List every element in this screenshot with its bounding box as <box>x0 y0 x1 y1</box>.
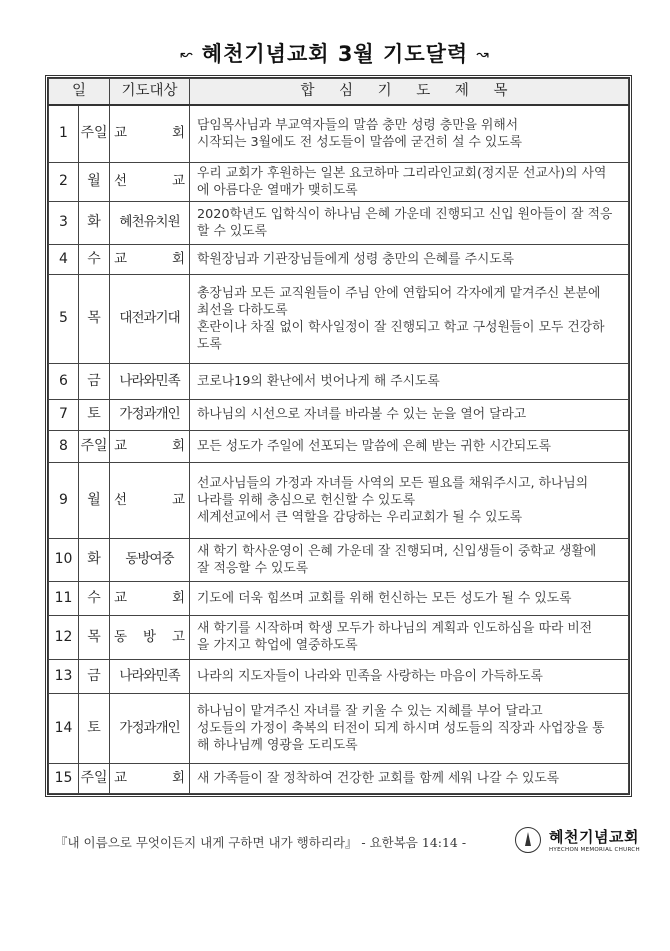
prayer-line: 을 가지고 학업에 열중하도록 <box>197 638 358 653</box>
table-row <box>49 105 629 162</box>
prayer-line: 모든 성도가 주일에 선포되는 말씀에 은혜 받는 귀한 시간되도록 <box>197 438 551 454</box>
day-number: 1 <box>49 105 79 162</box>
prayer-subject <box>190 430 629 462</box>
prayer-target-char: 교 <box>114 437 128 454</box>
prayer-line: 혼란이나 차질 없이 학사일정이 잘 진행되고 학교 구성원들이 모두 건강하 <box>197 319 605 335</box>
prayer-target-char: 교 <box>171 491 186 508</box>
prayer-line: 담임목사님과 부교역자들의 말씀 충만 성령 충만을 위해서 <box>197 117 519 133</box>
day-of-week: 토 <box>79 399 110 430</box>
table-row <box>49 693 629 763</box>
prayer-target-char: 교 <box>114 125 128 142</box>
prayer-line: 코로나19의 환난에서 벗어나게 해 주시도록 <box>197 373 440 389</box>
prayer-line: 해 하나님께 영광을 도리도록 <box>197 737 358 753</box>
prayer-target: 혜천유치원 <box>110 201 190 244</box>
table-row <box>49 615 629 659</box>
prayer-line: 선교사님들의 가정과 자녀들 사역의 모든 필요를 채워주시고, 하나님의 <box>197 475 589 491</box>
day-number: 11 <box>49 581 79 615</box>
prayer-target <box>110 763 190 793</box>
day-number: 5 <box>49 274 79 363</box>
day-of-week: 목 <box>79 615 110 659</box>
prayer-target <box>110 105 190 162</box>
prayer-subject <box>190 581 629 615</box>
day-number: 4 <box>49 244 79 274</box>
day-number: 14 <box>49 693 79 763</box>
prayer-target-char: 고 <box>171 628 185 645</box>
prayer-line: 새 가족들이 잘 정착하여 건강한 교회를 함께 세워 나갈 수 있도록 <box>197 770 560 786</box>
prayer-line: 기도에 더욱 힘쓰며 교회를 위해 헌신하는 모든 성도가 될 수 있도록 <box>197 590 572 606</box>
ornament-right-icon: ↝ <box>476 45 490 63</box>
prayer-subject <box>190 538 629 581</box>
prayer-subject <box>190 363 629 399</box>
prayer-subject <box>190 274 629 363</box>
prayer-target-char: 선 <box>114 173 128 189</box>
table-row <box>49 462 629 538</box>
prayer-target-char: 회 <box>171 769 186 786</box>
prayer-target-char: 교 <box>114 250 128 267</box>
table-row <box>49 430 629 462</box>
day-of-week: 수 <box>79 581 110 615</box>
prayer-target: 나라와민족 <box>110 659 190 693</box>
prayer-target: 대전과기대 <box>110 274 190 363</box>
day-number: 2 <box>49 162 79 201</box>
bible-verse: 『내 이름으로 무엇이든지 내게 구하면 내가 행하리라』 - 요한복음 14:14 - <box>55 835 467 850</box>
table-row <box>49 538 629 581</box>
day-of-week: 금 <box>79 363 110 399</box>
day-of-week: 토 <box>79 693 110 763</box>
day-of-week: 주일 <box>79 763 110 793</box>
prayer-subject <box>190 693 629 763</box>
prayer-subject <box>190 201 629 244</box>
day-of-week: 화 <box>79 201 110 244</box>
prayer-target-char: 회 <box>171 437 186 454</box>
day-number: 7 <box>49 399 79 430</box>
prayer-subject <box>190 399 629 430</box>
table-row <box>49 659 629 693</box>
day-of-week: 월 <box>79 162 110 201</box>
prayer-target-char: 방 <box>142 628 157 645</box>
prayer-target <box>110 462 190 538</box>
page-title <box>0 38 670 68</box>
table-row <box>49 763 629 793</box>
church-logo <box>515 826 640 853</box>
prayer-target: 나라와민족 <box>110 363 190 399</box>
prayer-target: 가정과개인 <box>110 399 190 430</box>
prayer-line: 시작되는 3월에도 전 성도들이 말씀에 굳건히 설 수 있도록 <box>197 134 523 150</box>
prayer-line: 새 학기 학사운영이 은혜 가운데 잘 진행되며, 신입생들이 중학교 생활에 <box>197 543 597 559</box>
day-number: 3 <box>49 201 79 244</box>
prayer-target <box>110 581 190 615</box>
prayer-subject <box>190 462 629 538</box>
day-of-week: 주일 <box>79 105 110 162</box>
prayer-line: 하나님의 시선으로 자녀를 바라볼 수 있는 눈을 열어 달라고 <box>197 407 527 422</box>
day-number: 8 <box>49 430 79 462</box>
prayer-line: 새 학기를 시작하며 학생 모두가 하나님의 계획과 인도하심을 따라 비전 <box>197 621 593 636</box>
prayer-target <box>110 244 190 274</box>
prayer-target-char: 선 <box>114 491 128 508</box>
header-target: 기도대상 <box>110 79 190 106</box>
day-of-week: 주일 <box>79 430 110 462</box>
table-row <box>49 363 629 399</box>
logo-name-english: HYECHON MEMORIAL CHURCH <box>549 847 640 853</box>
table-row <box>49 201 629 244</box>
table-row <box>49 274 629 363</box>
prayer-subject <box>190 615 629 659</box>
prayer-line: 나라를 위해 충심으로 헌신할 수 있도록 <box>197 492 416 508</box>
prayer-line: 하나님이 맡겨주신 자녀를 잘 키울 수 있는 지혜를 부어 달라고 <box>197 703 543 719</box>
prayer-target-char: 교 <box>114 589 128 606</box>
prayer-subject <box>190 244 629 274</box>
table-row <box>49 244 629 274</box>
day-number: 10 <box>49 538 79 581</box>
prayer-line: 총장님과 모든 교직원들이 주님 안에 연합되어 각자에게 맡겨주신 본분에 <box>197 285 601 301</box>
prayer-target-char: 회 <box>171 125 186 142</box>
prayer-subject <box>190 162 629 201</box>
table-row <box>49 399 629 430</box>
table-header-row <box>49 79 629 106</box>
day-of-week: 금 <box>79 659 110 693</box>
prayer-subject <box>190 105 629 162</box>
day-number: 6 <box>49 363 79 399</box>
prayer-subject <box>190 659 629 693</box>
prayer-target-char: 교 <box>114 769 128 786</box>
church-emblem-icon <box>515 827 541 853</box>
title-text: 혜천기념교회 3월 기도달력 <box>201 42 469 66</box>
prayer-target <box>110 615 190 659</box>
prayer-target: 동방여중 <box>110 538 190 581</box>
prayer-target-char: 교 <box>171 173 186 189</box>
prayer-line: 나라의 지도자들이 나라와 민족을 사랑하는 마음이 가득하도록 <box>197 668 543 684</box>
header-subject: 합 심 기 도 제 목 <box>190 79 629 106</box>
prayer-line: 에 아름다운 열매가 맺히도록 <box>197 182 358 198</box>
prayer-line: 할 수 있도록 <box>197 223 267 239</box>
day-number: 12 <box>49 615 79 659</box>
prayer-target-char: 회 <box>171 589 186 606</box>
prayer-target: 가정과개인 <box>110 693 190 763</box>
prayer-target <box>110 162 190 201</box>
prayer-target-char: 동 <box>114 628 128 645</box>
prayer-line: 2020학년도 입학식이 하나님 은혜 가운데 진행되고 신입 원아들이 잘 적응 <box>197 206 613 222</box>
day-of-week: 월 <box>79 462 110 538</box>
day-of-week: 목 <box>79 274 110 363</box>
day-of-week: 수 <box>79 244 110 274</box>
prayer-line: 우리 교회가 후원하는 일본 요코하마 그리라인교회(정지문 선교사)의 사역 <box>197 165 607 181</box>
prayer-subject <box>190 763 629 793</box>
day-number: 15 <box>49 763 79 793</box>
day-number: 13 <box>49 659 79 693</box>
day-of-week: 화 <box>79 538 110 581</box>
prayer-line: 잘 적응할 수 있도록 <box>197 560 309 576</box>
prayer-line: 세계선교에서 큰 역할을 감당하는 우리교회가 될 수 있도록 <box>197 509 523 525</box>
header-day: 일 <box>49 79 110 106</box>
prayer-line: 성도들의 가정이 축복의 터전이 되게 하시며 성도들의 직장과 사업장을 통 <box>197 720 605 736</box>
prayer-line: 학원장님과 기관장님들에게 성령 충만의 은혜를 주시도록 <box>197 251 515 267</box>
day-number: 9 <box>49 462 79 538</box>
prayer-line: 도록 <box>197 336 222 352</box>
prayer-line: 최선을 다하도록 <box>197 302 288 318</box>
ornament-left-icon: ↜ <box>180 45 194 63</box>
table-row <box>49 581 629 615</box>
logo-name-korean: 혜천기념교회 <box>549 828 639 846</box>
prayer-target-char: 회 <box>171 250 186 267</box>
table-row <box>49 162 629 201</box>
prayer-calendar-table <box>45 75 632 797</box>
prayer-target <box>110 430 190 462</box>
